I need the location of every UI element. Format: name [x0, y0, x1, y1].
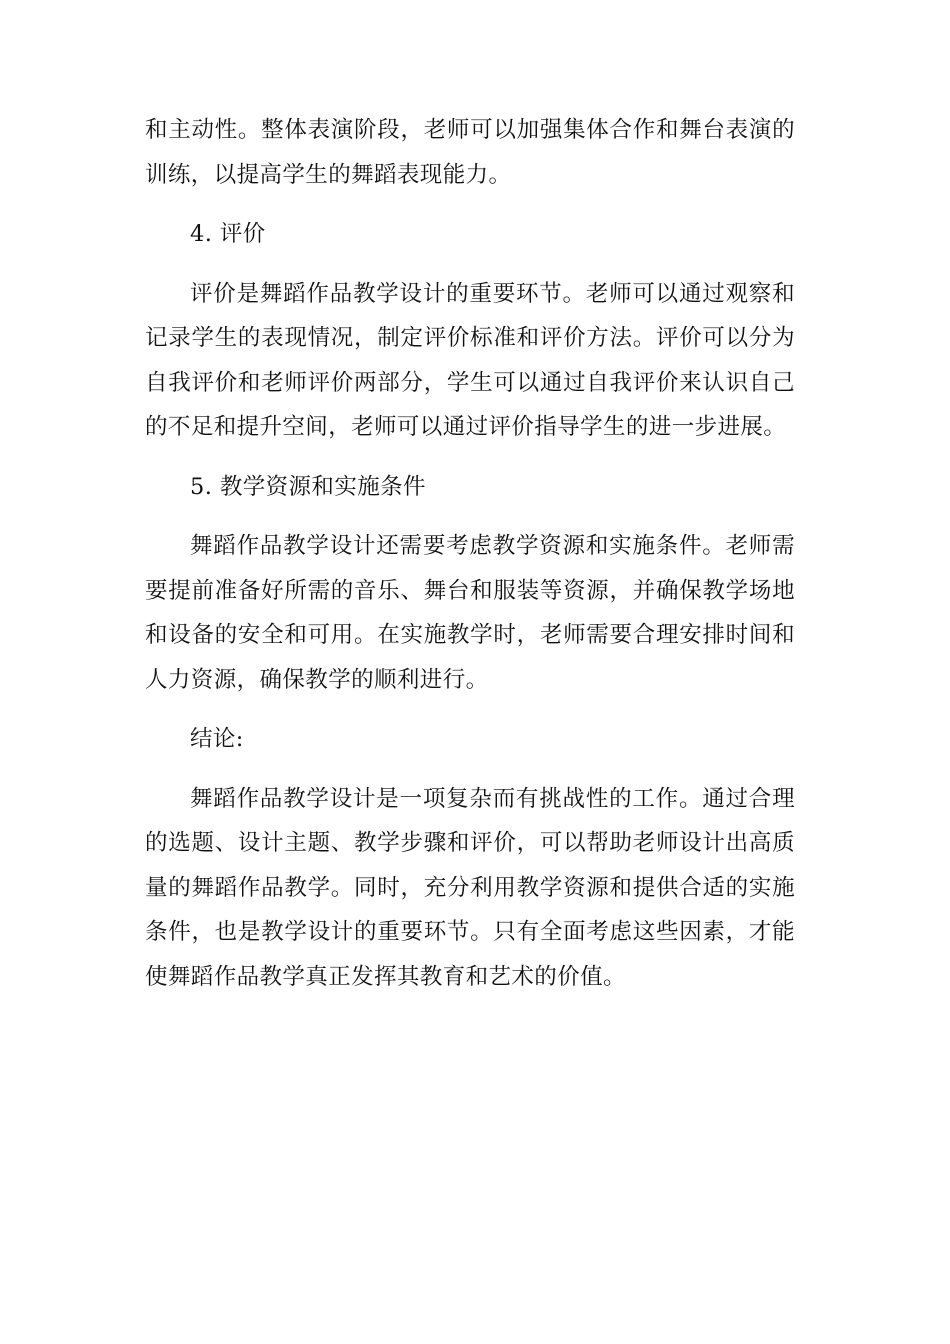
paragraph-conclusion: 舞蹈作品教学设计是一项复杂而有挑战性的工作。通过合理的选题、设计主题、教学步骤和评价，可以帮助老师设计出高质量的舞蹈作品教学。同时，充分利用教学资源和提供合适的实施条件，也是教学设计的重要环节。只有全面考虑这些因素，才能使舞蹈作品教学真正发挥其教育和艺术的价值。	[145, 785, 795, 990]
section-heading-conclusion: 结论:	[190, 726, 244, 752]
section-heading-evaluation: 4. 评价	[190, 221, 266, 247]
paragraph-continued: 和主动性。整体表演阶段，老师可以加强集体合作和舞台表演的训练，以提高学生的舞蹈表现能力。	[145, 117, 795, 188]
paragraph-resources: 舞蹈作品教学设计还需要考虑教学资源和实施条件。老师需要提前准备好所需的音乐、舞台和服装等资源，并确保教学场地和设备的安全和可用。在实施教学时，老师需要合理安排时间和人力资源，确保教学的顺利进行。	[145, 533, 795, 693]
section-heading-resources: 5. 教学资源和实施条件	[190, 473, 426, 500]
document-body	[145, 108, 795, 1014]
paragraph-evaluation: 评价是舞蹈作品教学设计的重要环节。老师可以通过观察和记录学生的表现情况，制定评价标准和评价方法。评价可以分为自我评价和老师评价两部分，学生可以通过自我评价来认识自己的不足和提升空间，老师可以通过评价指导学生的进一步进展。	[145, 280, 795, 440]
